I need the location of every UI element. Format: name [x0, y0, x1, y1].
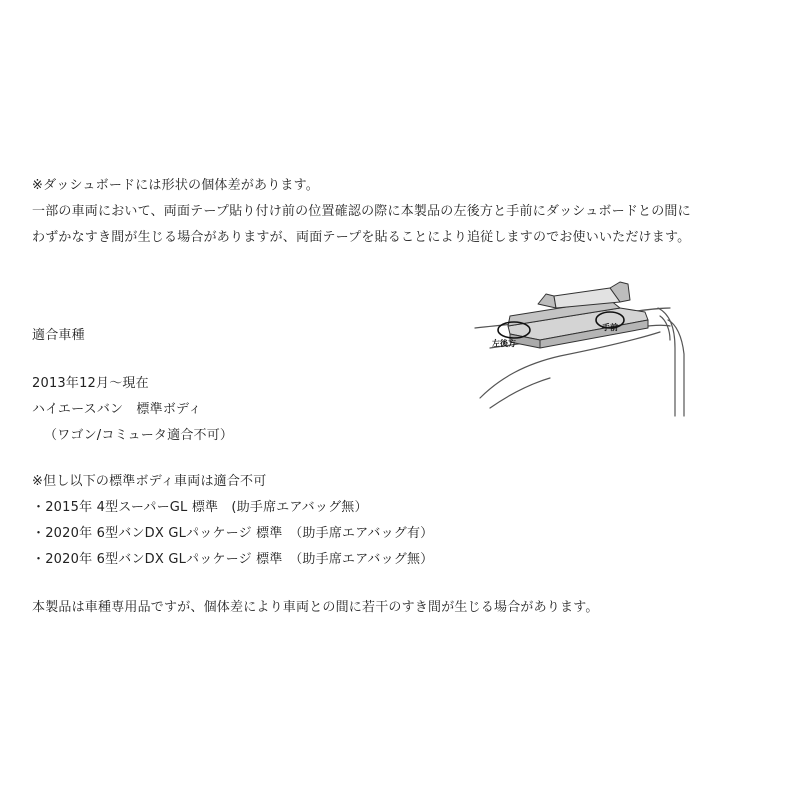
notice-heading: ※ダッシュボードには形状の個体差があります。	[32, 178, 319, 193]
product-fit-diagram	[470, 268, 720, 418]
pillar-inner-line	[668, 320, 684, 416]
exceptions-heading: ※但し以下の標準ボディ車両は適合不可	[32, 474, 267, 489]
label-front: 手前	[602, 323, 618, 332]
compat-period: 2013年12月～現在	[32, 376, 149, 391]
notice-line-1: 一部の車両において、両面テープ貼り付け前の位置確認の際に本製品の左後方と手前にダッシュボードとの間に	[32, 204, 691, 219]
label-rear-left: 左後方	[492, 339, 516, 348]
compat-heading: 適合車種	[32, 328, 85, 343]
footer-note: 本製品は車種専用品ですが、個体差により車両との間に若干のすき間が生じる場合があります。	[32, 600, 599, 615]
notice-line-2: わずかなすき間が生じる場合がありますが、両面テープを貼ることにより追従しますのでお使いいただけます。	[32, 230, 691, 245]
dashboard-illustration	[470, 268, 720, 418]
exception-item: ・2015年 4型スーパーGL 標準 (助手席エアバッグ無）	[32, 500, 368, 515]
exception-item: ・2020年 6型バンDX GLパッケージ 標準 （助手席エアバッグ無）	[32, 552, 434, 567]
compat-model: ハイエースバン 標準ボディ	[32, 402, 202, 417]
compat-exclusion-note: （ワゴン/コミュータ適合不可）	[44, 428, 234, 443]
product-tray	[508, 282, 648, 348]
exception-item: ・2020年 6型バンDX GLパッケージ 標準 （助手席エアバッグ有）	[32, 526, 434, 541]
